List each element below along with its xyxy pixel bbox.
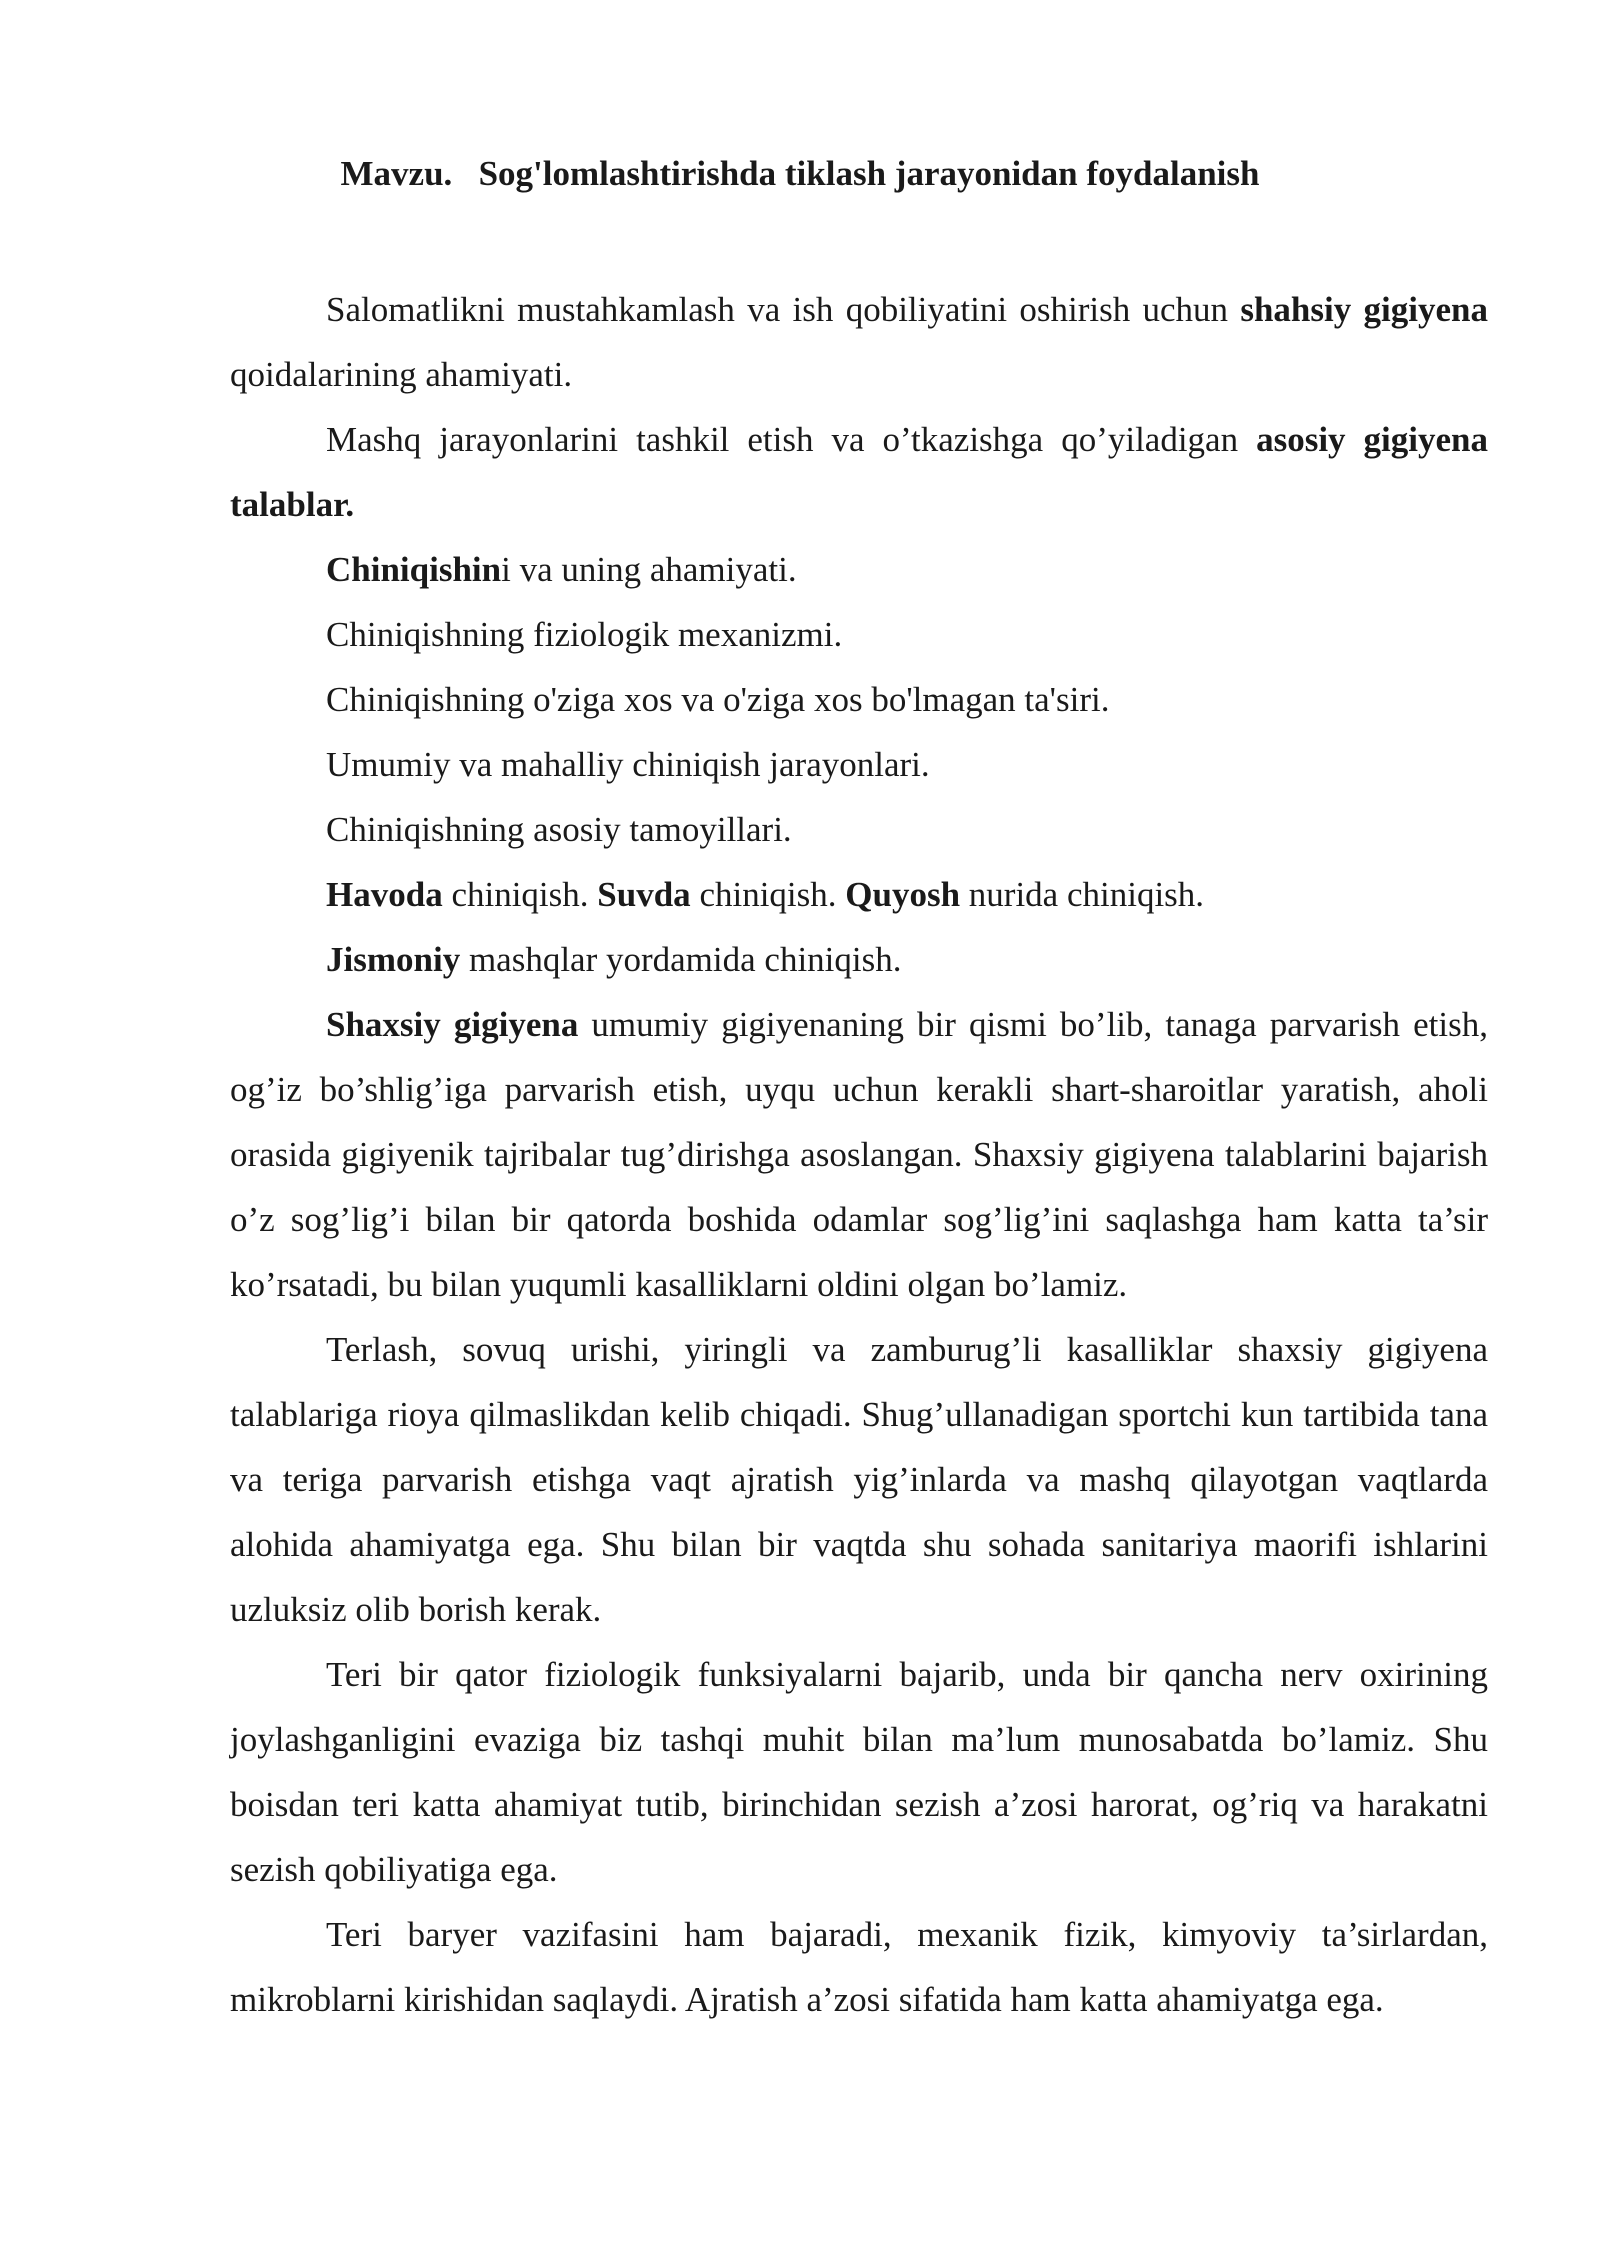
title-text: Sog'lomlashtirishda tiklash jarayonidan foydalanish (478, 154, 1260, 193)
bold-term: Havoda (326, 875, 443, 914)
bold-term: Jismoniy (326, 940, 461, 979)
paragraph-12: Teri bir qator fiziologik funksiyalarni bajarib, unda bir qancha nerv oxirining joylashganligini evaziga biz tashqi muhit bilan ma’lum munosabatda bo’lamiz. Shu boisdan teri katta ahamiyat tutib, birinchidan sezish a’zosi harorat, og’riq va harakatni sezish qobiliyatiga ega. (230, 1655, 1488, 1889)
title-label: Mavzu. (340, 154, 453, 193)
paragraph-6: Umumiy va mahalliy chiniqish jarayonlari. (326, 745, 930, 784)
paragraph-text: chiniqish. (690, 875, 846, 914)
paragraph-1 (230, 277, 1488, 407)
paragraph-10 (230, 992, 1488, 1317)
paragraph-text: chiniqish. (442, 875, 598, 914)
paragraph-13: Teri baryer vazifasini ham bajaradi, mexanik fizik, kimyoviy ta’sirlardan, mikroblarni kirishidan saqlaydi. Ajratish a’zosi sifatida ham katta ahamiyatga ega. (230, 1915, 1488, 2019)
paragraph-text: i va uning ahamiyati. (501, 550, 797, 589)
bold-term: asosiy gigiyena talablar. (230, 420, 1488, 524)
paragraph-text: umumiy gigiyenaning bir qismi bo’lib, tanaga parvarish etish, og’iz bo’shlig’iga parvarish etish, uyqu uchun kerakli shart-sharoitlar yaratish, aholi orasida gigiyenik tajribalar tug’dirishga asoslangan. Shaxsiy gigiyena talablarini bajarish o’z sog’lig’i bilan bir qatorda boshida odamlar sog’lig’ini saqlashga ham katta ta’sir ko’rsatadi, bu bilan yuqumli kasalliklarni oldini olgan bo’lamiz. (230, 1005, 1488, 1304)
paragraph-2 (230, 407, 1488, 537)
paragraph-5: Chiniqishning o'ziga xos va o'ziga xos bo'lmagan ta'siri. (326, 680, 1110, 719)
paragraph-text: qoidalarining ahamiyati. (230, 355, 573, 394)
bold-term: Quyosh (845, 875, 961, 914)
bold-term: Shaxsiy gigiyena (326, 1005, 579, 1044)
paragraph-11: Terlash, sovuq urishi, yiringli va zamburug’li kasalliklar shaxsiy gigiyena talablariga rioya qilmaslikdan kelib chiqadi. Shug’ullanadigan sportchi kun tartibida tana va teriga parvarish etishga vaqt ajratish yig’inlarda va mashq qilayotgan vaqtlarda alohida ahamiyatga ega. Shu bilan bir vaqtda shu sohada sanitariya maorifi ishlarini uzluksiz olib borish kerak. (230, 1330, 1488, 1629)
paragraph-8 (230, 862, 1488, 927)
paragraph-9 (230, 927, 1488, 992)
paragraph-text: Mashq jarayonlarini tashkil etish va o’tkazishga qo’yiladigan (326, 420, 1257, 459)
bold-term: Chiniqishin (326, 550, 502, 589)
paragraph-text: nurida chiniqish. (960, 875, 1205, 914)
paragraph-4: Chiniqishning fiziologik mexanizmi. (326, 615, 843, 654)
document-body (230, 277, 1488, 2032)
paragraph-text: Salomatlikni mustahkamlash va ish qobiliyatini oshirish uchun (326, 290, 1241, 329)
paragraph-text: mashqlar yordamida chiniqish. (460, 940, 902, 979)
bold-term: Suvda (597, 875, 691, 914)
document-title (0, 150, 1600, 198)
paragraph-7: Chiniqishning asosiy tamoyillari. (326, 810, 792, 849)
paragraph-3 (230, 537, 1488, 602)
bold-term: shahsiy gigiyena (1240, 290, 1488, 329)
